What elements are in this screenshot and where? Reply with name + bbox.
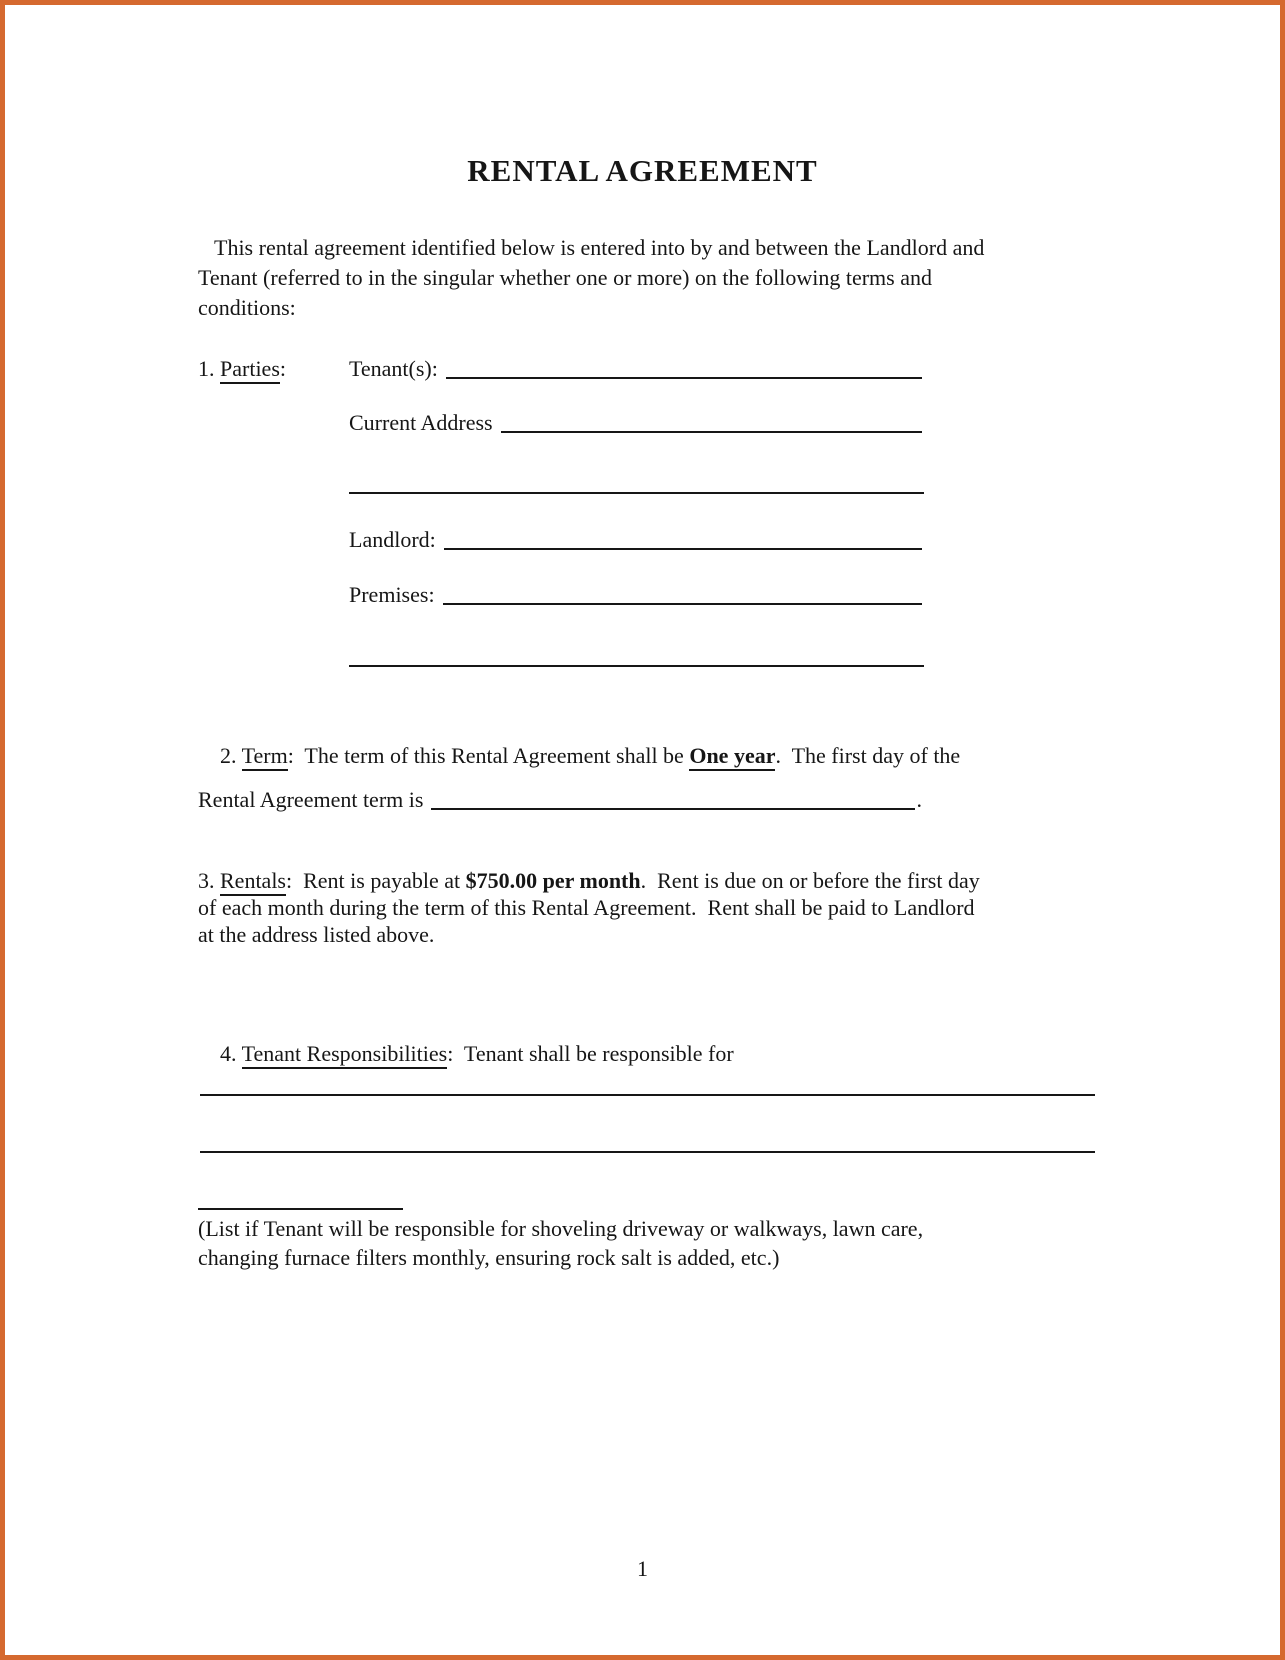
responsibilities-section-number: 4. bbox=[220, 1041, 242, 1066]
landlord-blank-line bbox=[444, 548, 922, 550]
landlord-field-label: Landlord: bbox=[349, 527, 436, 552]
responsibilities-text: : Tenant shall be responsible for bbox=[447, 1041, 734, 1066]
premises-row bbox=[198, 581, 922, 609]
intro-paragraph bbox=[198, 233, 1058, 323]
premises-field-label: Premises: bbox=[349, 582, 435, 607]
rentals-text: : Rent is payable at bbox=[286, 868, 466, 893]
responsibilities-heading bbox=[198, 1012, 734, 1096]
rentals-text-after: . Rent is due on or before the first day bbox=[640, 868, 980, 893]
intro-line-1: This rental agreement identified below is entered into by and between the Landlord and bbox=[214, 235, 985, 260]
note-line-1: (List if Tenant will be responsible for shoveling driveway or walkways, lawn care, bbox=[198, 1216, 924, 1241]
intro-line-2: Tenant (referred to in the singular whether one or more) on the following terms and bbox=[198, 265, 932, 290]
parties-section-colon: : bbox=[279, 356, 287, 381]
term-section-number: 2. bbox=[220, 743, 242, 768]
parties-section-number: 1. bbox=[198, 356, 220, 381]
term-start-date-blank-line bbox=[431, 808, 914, 810]
premises-blank-line bbox=[443, 603, 922, 605]
parties-section-label: Parties bbox=[220, 356, 280, 384]
term-duration-highlight: One year bbox=[689, 743, 775, 771]
term-text-after: . The first day of the bbox=[775, 743, 961, 768]
current-address-field-label: Current Address bbox=[349, 410, 493, 435]
note-line-2: changing furnace filters monthly, ensuring rock salt is added, etc.) bbox=[198, 1245, 780, 1270]
tenant-field-label: Tenant(s): bbox=[349, 356, 438, 381]
premises-continuation-blank-line bbox=[349, 665, 924, 667]
current-address-blank-line bbox=[501, 431, 922, 433]
rentals-section-label: Rentals bbox=[220, 868, 286, 896]
term-start-date-row bbox=[198, 786, 922, 814]
term-text: : The term of this Rental Agreement shall be bbox=[287, 743, 690, 768]
term-start-date-label: Rental Agreement term is bbox=[198, 787, 424, 812]
responsibilities-note bbox=[198, 1214, 1058, 1272]
current-address-row bbox=[198, 409, 922, 437]
rentals-line-2: of each month during the term of this Rental Agreement. Rent shall be paid to Landlord bbox=[198, 895, 975, 920]
rentals-line-1 bbox=[198, 867, 1108, 894]
rentals-paragraph bbox=[198, 867, 1108, 948]
landlord-row bbox=[198, 526, 922, 554]
page-number: 1 bbox=[637, 1556, 648, 1581]
parties-section-heading bbox=[198, 355, 349, 383]
responsibilities-section-label: Tenant Responsibilities bbox=[242, 1041, 448, 1069]
term-section-label: Term bbox=[242, 743, 288, 771]
intro-line-3: conditions: bbox=[198, 295, 296, 320]
tenant-blank-line bbox=[446, 377, 922, 379]
rentals-section-number: 3. bbox=[198, 868, 220, 893]
rent-amount: $750.00 per month bbox=[465, 868, 641, 893]
responsibilities-blank-line-3 bbox=[198, 1208, 403, 1210]
parties-tenant-row bbox=[198, 355, 922, 383]
rentals-line-3: at the address listed above. bbox=[198, 922, 435, 947]
responsibilities-blank-line-2 bbox=[200, 1151, 1095, 1153]
document-title: RENTAL AGREEMENT bbox=[467, 153, 818, 188]
term-period: . bbox=[916, 787, 922, 812]
responsibilities-blank-line-1 bbox=[200, 1094, 1095, 1096]
address-continuation-blank-line bbox=[349, 492, 924, 494]
